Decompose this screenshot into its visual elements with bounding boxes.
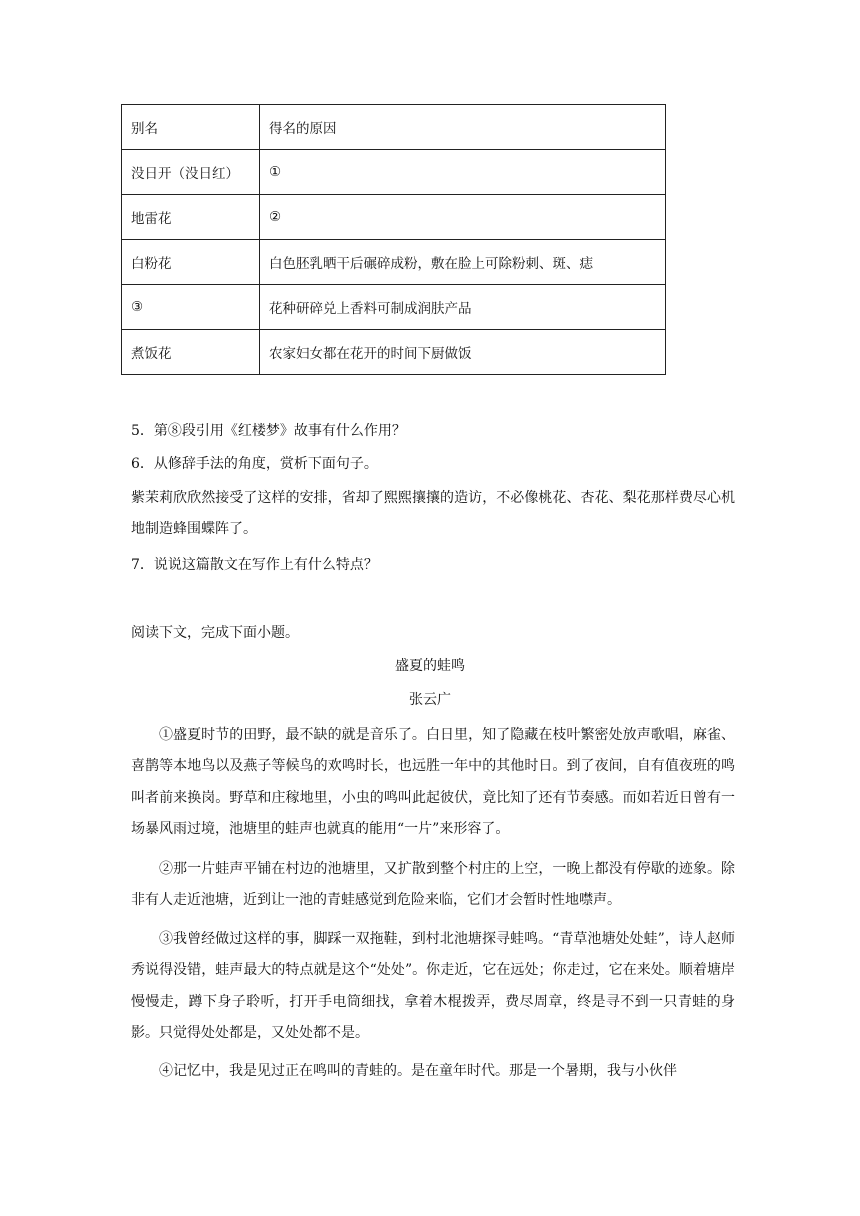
table-cell-reason: 白色胚乳晒干后碾碎成粉，敷在脸上可除粉刺、斑、痣 [260,240,666,285]
article-paragraph-2: ②那一片蛙声平铺在村边的池塘里，又扩散到整个村庄的上空，一晚上都没有停歇的迹象。除非有人走近池塘，近到让一池的青蛙感觉到危险来临，它们才会暂时性地噤声。 [131,861,735,909]
table-row [122,330,666,375]
table-row [122,150,666,195]
reading-instruction: 阅读下文，完成下面小题。 [131,625,299,641]
table-row [122,285,666,330]
table-row [122,195,666,240]
table-row [122,240,666,285]
table-cell-reason: ② [260,195,666,240]
table-cell-alias: 白粉花 [122,240,260,285]
article-paragraph-4: ④记忆中，我是见过正在鸣叫的青蛙的。是在童年时代。那是一个暑期，我与小伙伴 [159,1063,677,1079]
article-author: 张云广 [409,692,451,708]
article-title: 盛夏的蛙鸣 [395,658,465,674]
table-cell-reason: 农家妇女都在花开的时间下厨做饭 [260,330,666,375]
table-cell-alias: 煮饭花 [122,330,260,375]
article-paragraph-1: ①盛夏时节的田野，最不缺的就是音乐了。白日里，知了隐藏在枝叶繁密处放声歌唱，麻雀、喜鹊等本地鸟以及燕子等候鸟的欢鸣时长，也远胜一年中的其他时日。到了夜间，自有值夜班的鸣叫者前来换岗。野草和庄稼地里，小虫的鸣叫此起彼伏，竟比知了还有节奏感。而如若近日曾有一场暴风雨过境，池塘里的蛙声也就真的能用“一片”来形容了。 [131,727,735,837]
table-cell-alias: 没日开（没日红） [122,150,260,195]
table-cell-alias: ③ [122,285,260,330]
alias-table [121,104,666,375]
table-cell-alias: 地雷花 [122,195,260,240]
table-cell-reason: 花种研碎兑上香料可制成润肤产品 [260,285,666,330]
table-header-alias: 别名 [122,105,260,150]
question-6-quote: 紫茉莉欣欣然接受了这样的安排，省却了熙熙攘攘的造访，不必像桃花、杏花、梨花那样费尽心机地制造蜂围蝶阵了。 [131,490,735,538]
article-paragraph-3: ③我曾经做过这样的事，脚踩一双拖鞋，到村北池塘探寻蛙鸣。“青草池塘处处蛙”，诗人赵师秀说得没错，蛙声最大的特点就是这个“处处”。你走近，它在远处；你走过，它在来处。顺着塘岸慢慢走，蹲下身子聆听，打开手电筒细找，拿着木棍拨弄，费尽周章，终是寻不到一只青蛙的身影。只觉得处处都是，又处处都不是。 [131,931,735,1041]
question-7: 7．说说这篇散文在写作上有什么特点？ [131,557,378,573]
table-header-reason: 得名的原因 [260,105,666,150]
question-5: 5．第⑧段引用《红楼梦》故事有什么作用？ [131,423,406,439]
question-6: 6．从修辞手法的角度，赏析下面句子。 [131,456,378,472]
table-cell-reason: ① [260,150,666,195]
table-header-row [122,105,666,150]
